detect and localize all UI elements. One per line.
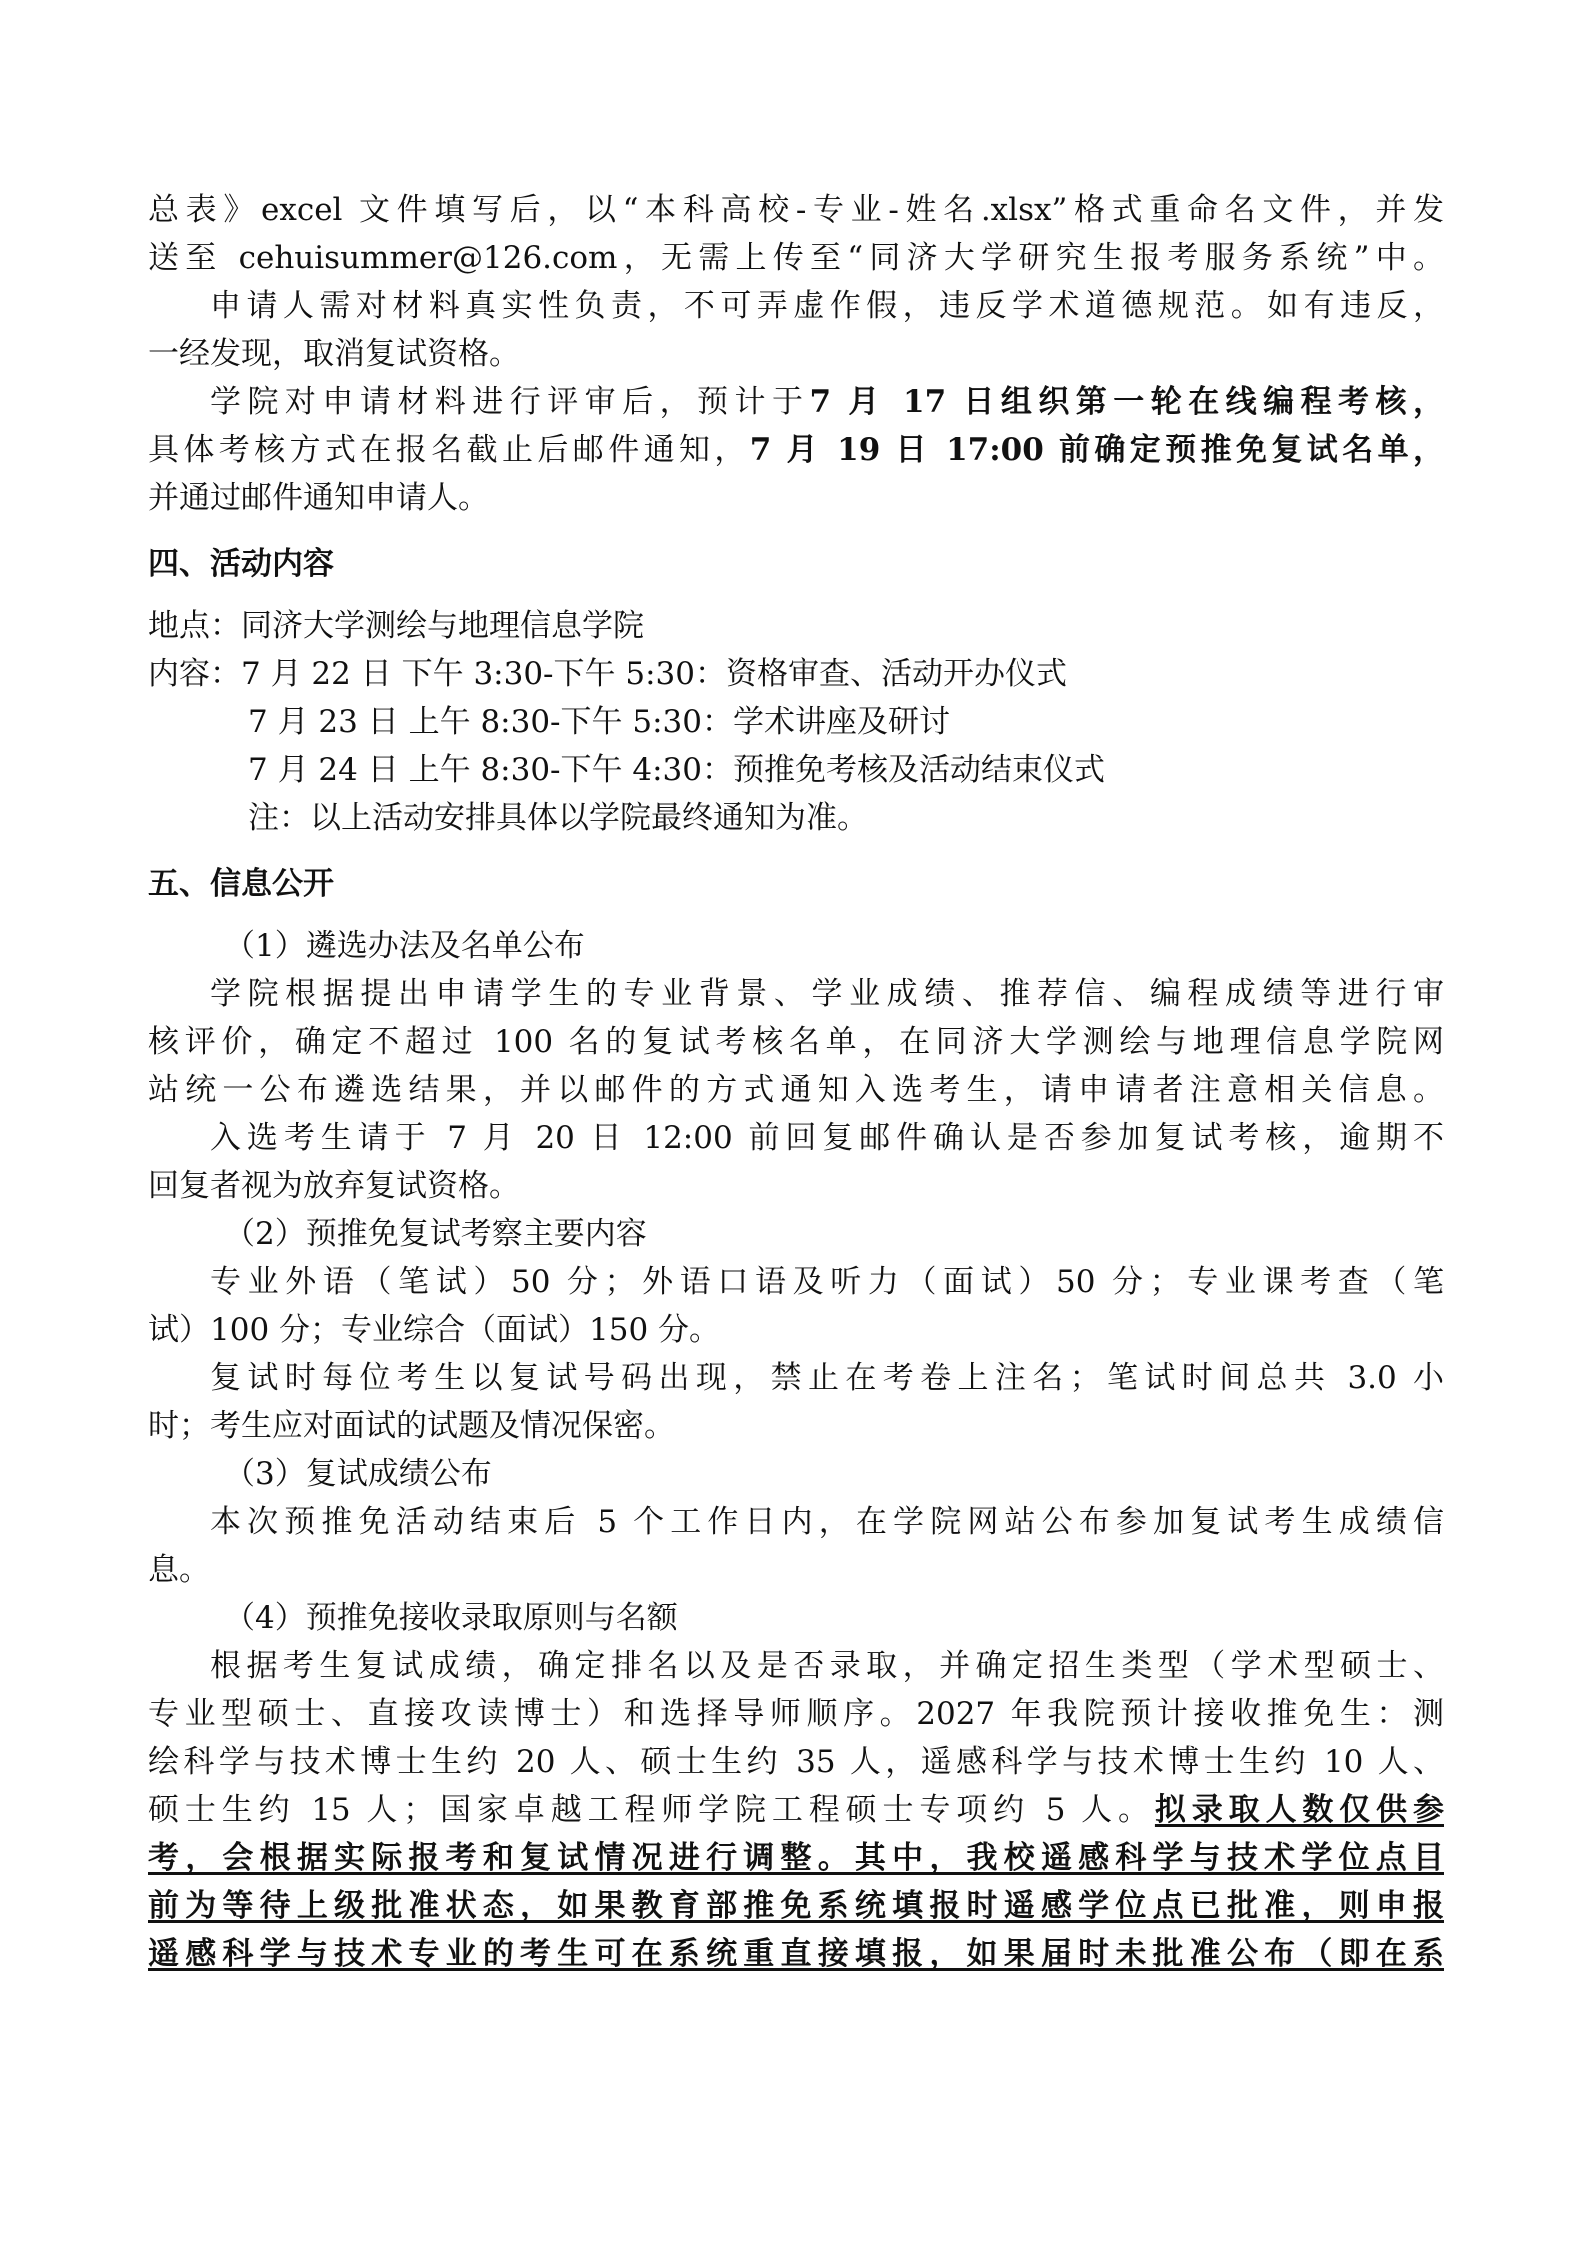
location-line: 地点：同济大学测绘与地理信息学院 [148, 608, 644, 644]
paragraph-line: 申请人需对材料真实性负责，不可弄虚作假，违反学术道德规范。如有违反， [210, 288, 1444, 324]
emphasized-line: 前为等待上级批准状态，如果教育部推免系统填报时遥感学位点已批准，则申报 [148, 1888, 1444, 1924]
bold-date-text: 7 月 17 日组织第一轮在线编程考核， [809, 384, 1444, 420]
paragraph-line: 复试时每位考生以复试号码出现，禁止在考卷上注名；笔试时间总共 3.0 小 [210, 1360, 1444, 1396]
subsection-title: （2）预推免复试考察主要内容 [224, 1216, 647, 1252]
paragraph-line: 并通过邮件通知申请人。 [148, 480, 489, 516]
text-span: 硕士生约 15 人；国家卓越工程师学院工程硕士专项约 5 人。 [148, 1792, 1155, 1828]
paragraph-line: 专业外语（笔试）50 分；外语口语及听力（面试）50 分；专业课考查（笔 [210, 1264, 1444, 1300]
subsection-title: （3）复试成绩公布 [224, 1456, 492, 1492]
paragraph-line: 一经发现，取消复试资格。 [148, 336, 520, 372]
paragraph-line: 绘科学与技术博士生约 20 人、硕士生约 35 人，遥感科学与技术博士生约 10 人、 [148, 1744, 1444, 1780]
paragraph-line: 学院根据提出申请学生的专业背景、学业成绩、推荐信、编程成绩等进行审 [210, 976, 1444, 1012]
schedule-line: 内容：7 月 22 日 下午 3:30-下午 5:30：资格审查、活动开办仪式 [148, 656, 1067, 692]
paragraph-line: 时；考生应对面试的试题及情况保密。 [148, 1408, 675, 1444]
paragraph-line: 站统一公布遴选结果，并以邮件的方式通知入选考生，请申请者注意相关信息。 [148, 1072, 1444, 1108]
section-heading: 五、信息公开 [148, 866, 334, 902]
text-span: 学院对申请材料进行评审后，预计于 [210, 384, 810, 420]
paragraph-line [148, 1786, 1444, 1834]
paragraph-line: 总表》excel 文件填写后，以“本科高校-专业-姓名.xlsx”格式重命名文件，并发 [148, 192, 1444, 228]
paragraph-line: 回复者视为放弃复试资格。 [148, 1168, 520, 1204]
paragraph-line [148, 426, 1444, 474]
schedule-note: 注：以上活动安排具体以学院最终通知为准。 [248, 800, 868, 836]
schedule-line: 7 月 24 日 上午 8:30-下午 4:30：预推免考核及活动结束仪式 [248, 752, 1105, 788]
paragraph-line: 入选考生请于 7 月 20 日 12:00 前回复邮件确认是否参加复试考核，逾期不 [210, 1120, 1444, 1156]
subsection-title: （1）遴选办法及名单公布 [224, 928, 585, 964]
paragraph-line: 送至 cehuisummer@126.com，无需上传至“同济大学研究生报考服务系统”中。 [148, 240, 1444, 276]
paragraph-line: 核评价，确定不超过 100 名的复试考核名单，在同济大学测绘与地理信息学院网 [148, 1024, 1444, 1060]
paragraph-line: 根据考生复试成绩，确定排名以及是否录取，并确定招生类型（学术型硕士、 [210, 1648, 1444, 1684]
emphasized-line: 遥感科学与技术专业的考生可在系统重直接填报，如果届时未批准公布（即在系 [148, 1936, 1444, 1972]
paragraph-line [148, 378, 1444, 426]
document-page [148, 186, 1444, 1978]
paragraph-line: 试）100 分；专业综合（面试）150 分。 [148, 1312, 721, 1348]
paragraph-line: 专业型硕士、直接攻读博士）和选择导师顺序。2027 年我院预计接收推免生：测 [148, 1696, 1444, 1732]
emphasized-text: 拟录取人数仅供参 [1154, 1792, 1444, 1828]
section-heading: 四、活动内容 [148, 546, 334, 582]
paragraph-line: 本次预推免活动结束后 5 个工作日内，在学院网站公布参加复试考生成绩信 [210, 1504, 1444, 1540]
text-span: 具体考核方式在报名截止后邮件通知， [148, 432, 750, 468]
emphasized-line: 考，会根据实际报考和复试情况进行调整。其中，我校遥感科学与技术学位点目 [148, 1840, 1444, 1876]
bold-date-text: 7 月 19 日 17:00 前确定预推免复试名单， [749, 432, 1444, 468]
paragraph-line: 息。 [148, 1552, 210, 1588]
subsection-title: （4）预推免接收录取原则与名额 [224, 1600, 678, 1636]
schedule-line: 7 月 23 日 上午 8:30-下午 5:30：学术讲座及研讨 [248, 704, 950, 740]
